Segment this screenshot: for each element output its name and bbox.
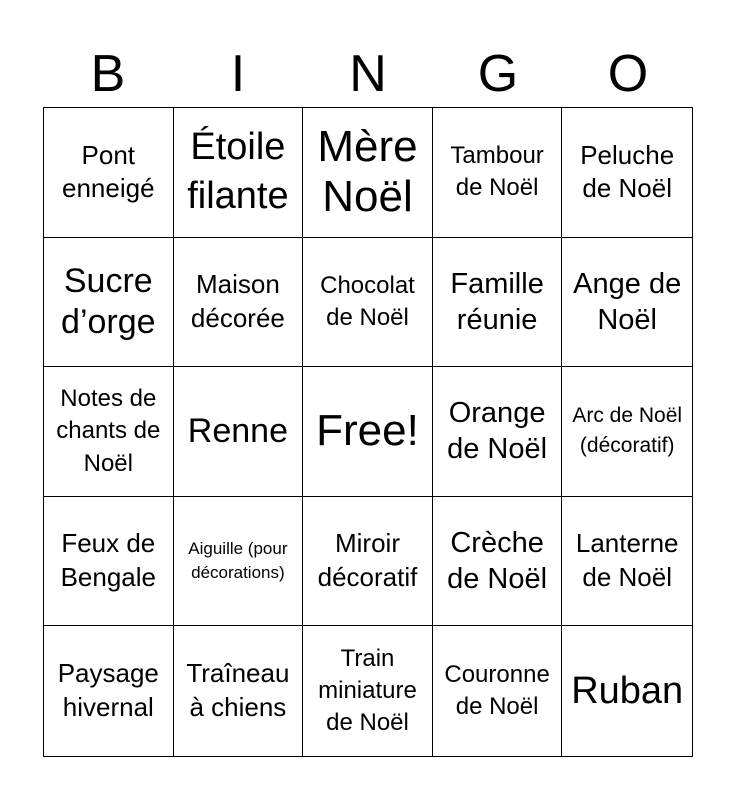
bingo-cell: Traîneau à chiens (174, 626, 304, 756)
bingo-cell: Maison décorée (174, 238, 304, 368)
bingo-cell: Renne (174, 367, 304, 497)
header-letter-n: N (349, 45, 387, 103)
bingo-cell: Feux de Bengale (44, 497, 174, 627)
bingo-cell: Arc de Noël (décoratif) (562, 367, 692, 497)
bingo-card-grid (43, 107, 693, 757)
bingo-cell: Famille réunie (433, 238, 563, 368)
bingo-cell: Miroir décoratif (303, 497, 433, 627)
header-letter-o: O (607, 45, 649, 103)
bingo-cell: Paysage hivernal (44, 626, 174, 756)
bingo-cell: Notes de chants de Noël (44, 367, 174, 497)
bingo-cell: Tambour de Noël (433, 108, 563, 238)
bingo-cell: Orange de Noël (433, 367, 563, 497)
bingo-cell: Étoile filante (174, 108, 304, 238)
bingo-cell: Pont enneigé (44, 108, 174, 238)
bingo-cell: Aiguille (pour décorations) (174, 497, 304, 627)
bingo-cell: Ange de Noël (562, 238, 692, 368)
free-space-cell: Free! (303, 367, 433, 497)
bingo-cell: Mère Noël (303, 108, 433, 238)
bingo-cell: Chocolat de Noël (303, 238, 433, 368)
bingo-cell: Lanterne de Noël (562, 497, 692, 627)
bingo-header (43, 40, 693, 108)
header-letter-g: G (477, 45, 519, 103)
header-letter-b: B (90, 45, 126, 103)
bingo-cell: Couronne de Noël (433, 626, 563, 756)
bingo-cell: Train miniature de Noël (303, 626, 433, 756)
bingo-cell: Crèche de Noël (433, 497, 563, 627)
header-letter-i: I (230, 45, 246, 103)
bingo-cell: Sucre d’orge (44, 238, 174, 368)
bingo-cell: Ruban (571, 669, 684, 712)
bingo-cell: Peluche de Noël (562, 108, 692, 238)
